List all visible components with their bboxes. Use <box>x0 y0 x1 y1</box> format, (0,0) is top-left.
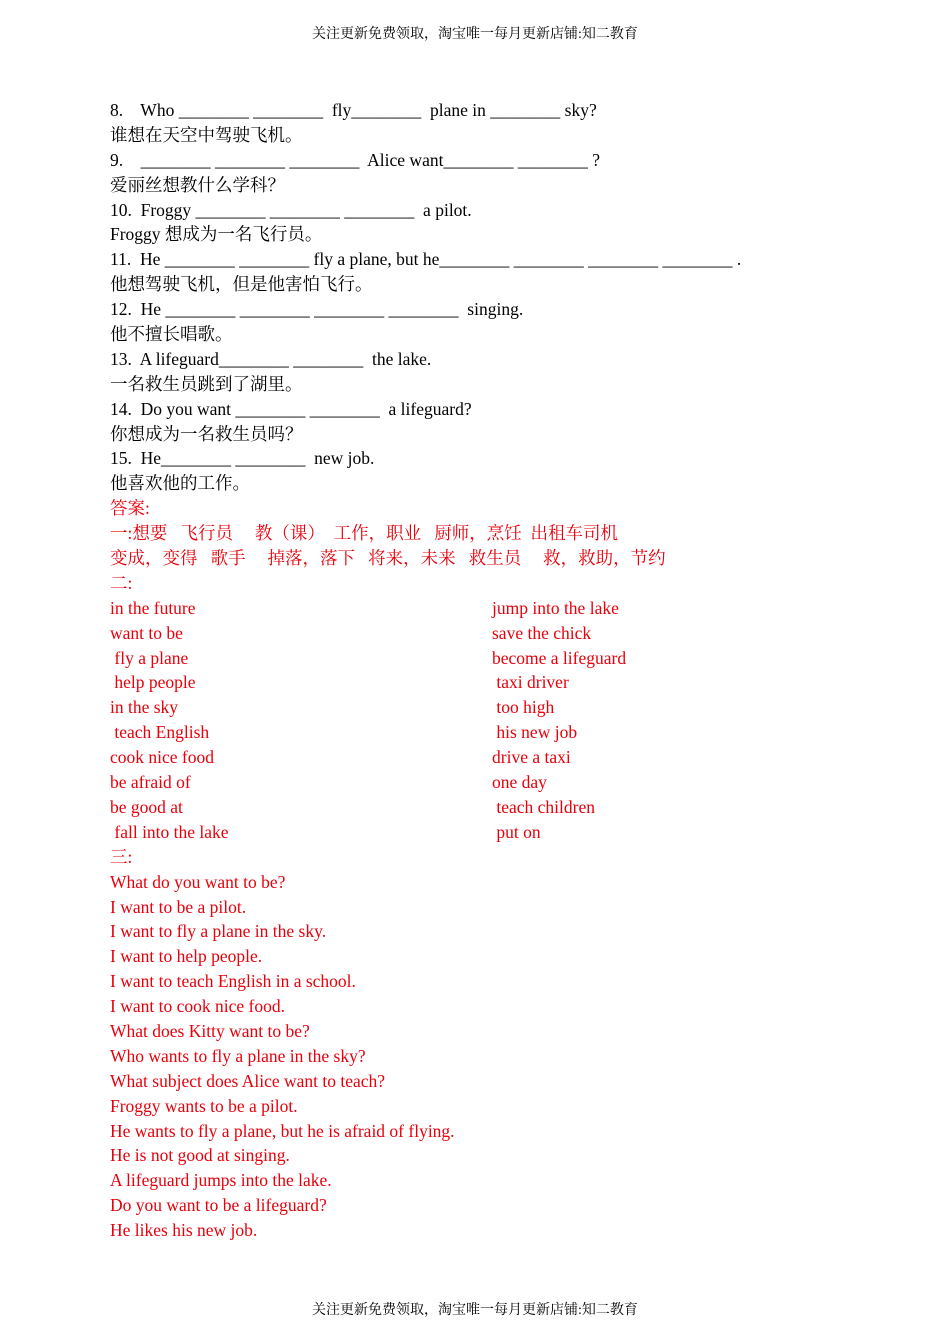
phrase-left: want to be <box>110 622 183 643</box>
phrase-left: fly a plane <box>110 647 189 668</box>
phrase-left: in the sky <box>110 697 179 718</box>
page-footer: 关注更新免费领取，淘宝唯一每月更新店铺:知二教育 <box>312 1303 638 1318</box>
phrase-right: jump into the lake <box>492 597 619 618</box>
phrase-left: cook nice food <box>110 747 214 768</box>
phrase-row <box>110 770 870 795</box>
phrase-left: be afraid of <box>110 772 191 793</box>
question-14-zh: 你想成为一名救生员吗？ <box>110 423 303 444</box>
answer-sentence: He wants to fly a plane, but he is afraid of flying. <box>110 1120 455 1141</box>
phrase-left: teach English <box>110 722 210 743</box>
phrase-right: one day <box>492 772 547 793</box>
question-10-zh: Froggy 想成为一名飞行员。 <box>110 224 323 245</box>
answer-sentence: What does Kitty want to be? <box>110 1020 310 1041</box>
answer-sentence: Froggy wants to be a pilot. <box>110 1095 298 1116</box>
question-10-en: 10. Froggy ________ ________ ________ a pilot. <box>110 199 472 220</box>
phrase-right: put on <box>492 821 541 842</box>
answers-part1-line2: 变成，变得 歌手 掉落，落下 将来，未来 救生员 救，救助，节约 <box>110 548 666 569</box>
answer-sentence: What subject does Alice want to teach? <box>110 1070 386 1091</box>
phrase-row <box>110 745 870 770</box>
question-15-zh: 他喜欢他的工作。 <box>110 473 250 494</box>
phrase-right: save the chick <box>492 622 592 643</box>
question-12-zh: 他不擅长唱歌。 <box>110 324 233 345</box>
phrase-row <box>110 695 870 720</box>
phrase-row <box>110 820 870 845</box>
question-12-en: 12. He ________ ________ ________ ________ singing. <box>110 299 524 320</box>
phrase-right: drive a taxi <box>492 747 571 768</box>
question-8-en: 8. Who ________ ________ fly________ plane in ________ sky? <box>110 100 597 120</box>
phrase-right: taxi driver <box>492 672 569 693</box>
phrase-row <box>110 670 870 695</box>
answer-sentence: A lifeguard jumps into the lake. <box>110 1170 332 1191</box>
phrase-row <box>110 795 870 820</box>
document-body <box>110 98 870 1243</box>
question-11-zh: 他想驾驶飞机，但是他害怕飞行。 <box>110 274 373 295</box>
page-header: 关注更新免费领取，淘宝唯一每月更新店铺:知二教育 <box>312 27 638 42</box>
question-list <box>110 98 870 496</box>
phrase-row <box>110 621 870 646</box>
answers-title: 答案: <box>110 498 150 519</box>
phrase-row <box>110 720 870 745</box>
answer-sentence: I want to cook nice food. <box>110 996 285 1017</box>
phrase-right: teach children <box>492 796 596 817</box>
phrase-left: fall into the lake <box>110 821 229 842</box>
question-13-en: 13. A lifeguard________ ________ the lake. <box>110 348 432 369</box>
answers-part1-line1: 一:想要 飞行员 教（课） 工作，职业 厨师，烹饪 出租车司机 <box>110 523 618 544</box>
phrase-left: in the future <box>110 597 196 618</box>
question-8-zh: 谁想在天空中驾驶飞机。 <box>110 124 303 145</box>
answers-part2-title: 二: <box>110 572 133 593</box>
phrase-row <box>110 646 870 671</box>
answers-part2-table <box>110 596 870 845</box>
answer-sentence: I want to be a pilot. <box>110 896 247 917</box>
answers-part3-title: 三: <box>110 846 133 867</box>
question-14-en: 14. Do you want ________ ________ a lifeguard? <box>110 398 472 419</box>
phrase-right: his new job <box>492 722 578 743</box>
phrase-row <box>110 596 870 621</box>
answer-sentence: He likes his new job. <box>110 1220 258 1241</box>
answers-part3-list <box>110 870 870 1243</box>
answer-sentence: I want to fly a plane in the sky. <box>110 921 327 942</box>
answers-section <box>110 496 870 1243</box>
phrase-left: be good at <box>110 796 183 817</box>
answer-sentence: Do you want to be a lifeguard? <box>110 1195 327 1216</box>
answer-sentence: I want to help people. <box>110 946 263 967</box>
phrase-left: help people <box>110 672 196 693</box>
answer-sentence: Who wants to fly a plane in the sky? <box>110 1045 366 1066</box>
answer-sentence: I want to teach English in a school. <box>110 971 356 992</box>
answer-sentence: What do you want to be? <box>110 871 286 892</box>
phrase-right: become a lifeguard <box>492 647 627 668</box>
question-9-zh: 爱丽丝想教什么学科？ <box>110 174 285 195</box>
question-15-en: 15. He________ ________ new job. <box>110 448 375 469</box>
question-9-en: 9. ________ ________ ________ Alice want________ ________ ? <box>110 149 600 170</box>
question-11-en: 11. He ________ ________ fly a plane, but he________ ________ ________ ________ . <box>110 249 742 270</box>
phrase-right: too high <box>492 697 555 718</box>
answer-sentence: He is not good at singing. <box>110 1145 290 1166</box>
question-13-zh: 一名救生员跳到了湖里。 <box>110 373 303 394</box>
